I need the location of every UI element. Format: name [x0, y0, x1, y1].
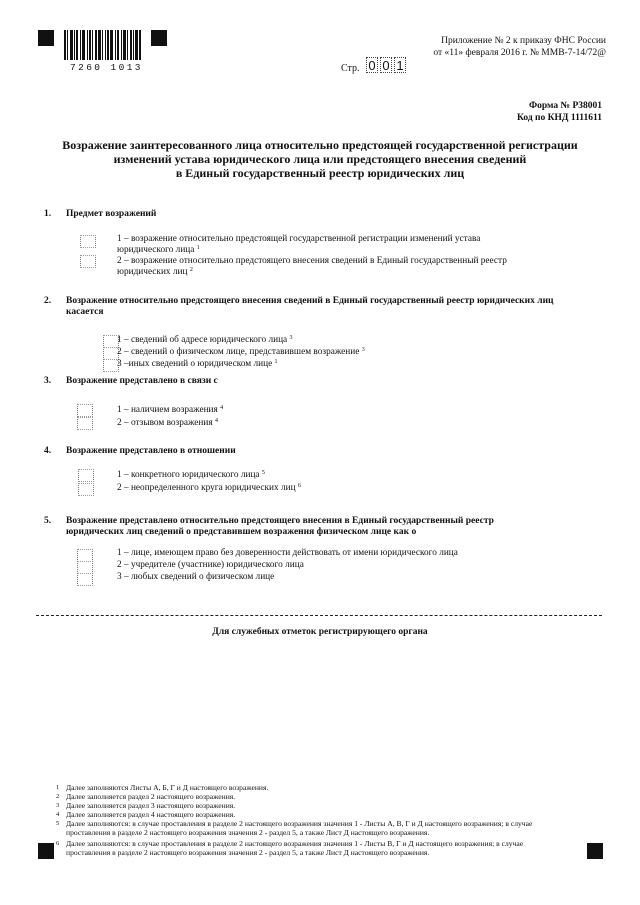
section-3-option-1-checkbox[interactable] [77, 404, 93, 417]
section-1-number: 1. [44, 209, 52, 219]
footnote-number: 4 [56, 811, 60, 818]
footnotes [0, 783, 640, 857]
footnote-number: 3 [56, 802, 60, 809]
section-1-option-2-checkbox[interactable] [80, 255, 96, 268]
section-1-option-2 [117, 256, 507, 277]
footnote-text: Далее заполняются Листы А, Б, Г и Д настоящего возражения. [66, 783, 269, 792]
section-5-heading-line-1: Возражение представлено относительно предстоящего внесения в Единый государственный реестр [66, 516, 494, 526]
option-text: юридических лиц [117, 266, 188, 277]
page-digit-1: 0 [366, 57, 378, 73]
section-4-option-1-checkbox[interactable] [78, 469, 94, 482]
section-3-heading: Возражение представлено в связи с [66, 376, 218, 386]
section-5-option-3-checkbox[interactable] [77, 573, 93, 586]
appendix-line-2: от «11» февраля 2016 г. № ММВ-7-14/72@ [433, 48, 606, 58]
footnote-text-line: Далее заполняются: в случае проставления в разделе 2 настоящего возражения значения 1 - Листы А, В, Г и Д настоящего возражения; в случае [66, 819, 533, 828]
service-divider [36, 615, 602, 616]
section-2-heading-line-2: касается [66, 307, 104, 317]
section-5-number: 5. [44, 516, 52, 526]
section-3-option-2-checkbox[interactable] [77, 417, 93, 430]
barcode-image [64, 30, 152, 60]
option-text: 1 – наличием возражения [117, 405, 218, 415]
barcode-number: 7260 1013 [70, 62, 143, 73]
footnote-text: Далее заполняется раздел 4 настоящего возражения. [66, 810, 236, 819]
option-text: 2 – неопределенного круга юридических лиц [117, 483, 296, 493]
service-notes-heading: Для служебных отметок регистрирующего органа [212, 627, 428, 637]
option-text: 2 – отзывом возражения [117, 418, 213, 428]
option-text: 1 – возражение относительно предстоящей государственной регистрации изменений устава [117, 234, 481, 244]
footnote-ref: 1 [196, 244, 200, 251]
footnote-number: 6 [56, 840, 60, 847]
document-title [40, 138, 600, 180]
option-text: юридического лица [117, 244, 195, 255]
footnote-number: 2 [56, 793, 60, 800]
section-4-number: 4. [44, 446, 52, 456]
section-2-heading [66, 296, 601, 318]
section-4-option-1 [117, 470, 265, 481]
footnote-ref: 5 [261, 470, 265, 476]
section-4-option-2 [117, 483, 301, 494]
section-2-option-3 [117, 359, 278, 370]
section-2-option-1 [117, 335, 293, 346]
footnote-text-line: проставления в разделе 2 настоящего возражения значения 2 - раздел 5, а также Лист Д настоящего возражения. [66, 848, 430, 857]
page-digit-2: 0 [380, 57, 392, 73]
section-5-option-1: 1 – лице, имеющем право без доверенности действовать от имени юридического лица [117, 548, 458, 558]
section-5-option-3: 3 – любых сведений о физическом лице [117, 572, 275, 582]
section-2-heading-line-1: Возражение относительно предстоящего внесения сведений в Единый государственный реестр юридических лиц [66, 296, 554, 306]
footnote-text-line: проставления в разделе 2 настоящего возражения значения 2 - раздел 5, а также Лист Д настоящего возражения. [66, 828, 430, 837]
form-number: Форма № Р38001 [528, 101, 602, 111]
knd-code: Код по КНД 1111611 [516, 113, 602, 123]
section-5-heading-line-2: юридических лиц сведений о представившем возражения физическом лице как о [66, 527, 417, 537]
footnote-text: Далее заполняется раздел 2 настоящего возражения. [66, 792, 236, 801]
section-1-option-1-checkbox[interactable] [80, 235, 96, 248]
appendix-note [433, 35, 606, 59]
section-2-number: 2. [44, 296, 52, 306]
appendix-line-1: Приложение № 2 к приказу ФНС России [441, 36, 606, 46]
section-3-option-2 [117, 418, 218, 429]
footnote-ref: 2 [189, 266, 193, 273]
footnote-ref: 6 [297, 483, 301, 489]
footnote-number: 1 [56, 784, 60, 791]
section-5-option-2: 2 – учредителе (участнике) юридического лица [117, 560, 304, 570]
option-text: 1 – конкретного юридического лица [117, 470, 260, 480]
footnote-text: Далее заполняется раздел 3 настоящего возражения. [66, 801, 236, 810]
option-text: 2 – сведений о физическом лице, представившем возражение [117, 347, 360, 357]
corner-marker-top-left [38, 30, 54, 46]
footnote-ref: 4 [220, 405, 224, 411]
section-5-heading [66, 516, 601, 538]
section-1-option-1 [117, 234, 480, 255]
title-line-1: Возражение заинтересованного лица относительно предстоящей государственной регистрации [62, 138, 578, 152]
footnote-ref: 3 [361, 347, 365, 353]
section-4-heading: Возражение представлено в отношении [66, 446, 236, 456]
page-label: Стр. [341, 63, 360, 74]
title-line-2: изменений устава юридического лица или предстоящего внесения сведений [113, 152, 527, 166]
corner-marker-top-right [151, 30, 167, 46]
option-text: 3 –иных сведений о юридическом лице [117, 359, 273, 369]
footnote-text [66, 839, 586, 857]
footnote-ref: 1 [274, 359, 278, 365]
form-code-block [517, 100, 602, 124]
section-3-option-1 [117, 405, 223, 416]
section-2-option-2 [117, 347, 365, 358]
footnote-ref: 4 [214, 418, 218, 424]
title-line-3: в Единый государственный реестр юридических лиц [175, 166, 465, 180]
footnote-text [66, 819, 586, 837]
section-3-number: 3. [44, 376, 52, 386]
option-text: 1 – сведений об адресе юридического лица [117, 335, 288, 345]
footnote-ref: 3 [289, 335, 293, 341]
section-1-heading: Предмет возражений [66, 209, 157, 219]
section-4-option-2-checkbox[interactable] [78, 483, 94, 496]
footnote-number: 5 [56, 820, 60, 827]
page-digit-3: 1 [394, 57, 406, 73]
option-text: 2 – возражение относительно предстоящего внесения сведений в Единый государственный реестр [117, 256, 507, 266]
footnote-text-line: Далее заполняются: в случае проставления в разделе 2 настоящего возражения значения 1 - Листы В, Г и Д настоящего возражения; в случае [66, 839, 524, 848]
